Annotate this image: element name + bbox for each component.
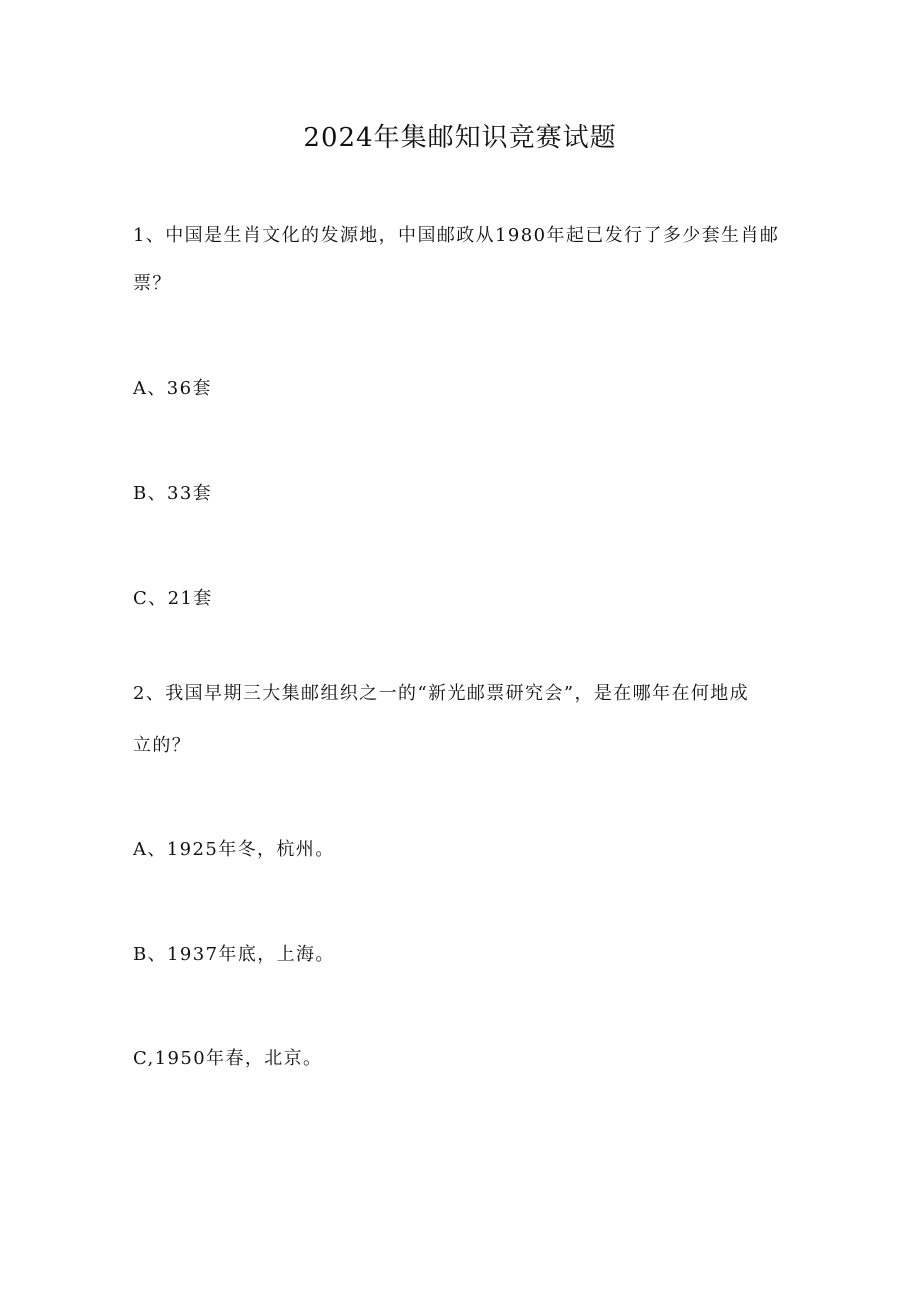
question-1-option-b: B、33套 (133, 483, 213, 504)
question-1-option-c: C、21套 (133, 588, 213, 609)
question-2-text-line-2: 立的？ (133, 735, 192, 756)
question-1-option-a: A、36套 (133, 378, 212, 399)
page-title: 2024年集邮知识竞赛试题 (303, 123, 617, 153)
question-2-option-a: A、1925年冬，杭州。 (133, 839, 335, 860)
question-2-text-line-1: 2、我国早期三大集邮组织之一的“新光邮票研究会”，是在哪年在何地成 (133, 683, 750, 704)
question-1-text-line-1: 1、中国是生肖文化的发源地，中国邮政从1980年起已发行了多少套生肖邮 (133, 225, 780, 246)
question-2-option-b: B、1937年底，上海。 (133, 944, 335, 965)
question-2-option-c: C,1950年春，北京。 (133, 1048, 323, 1069)
question-1-text-line-2: 票？ (133, 273, 172, 294)
